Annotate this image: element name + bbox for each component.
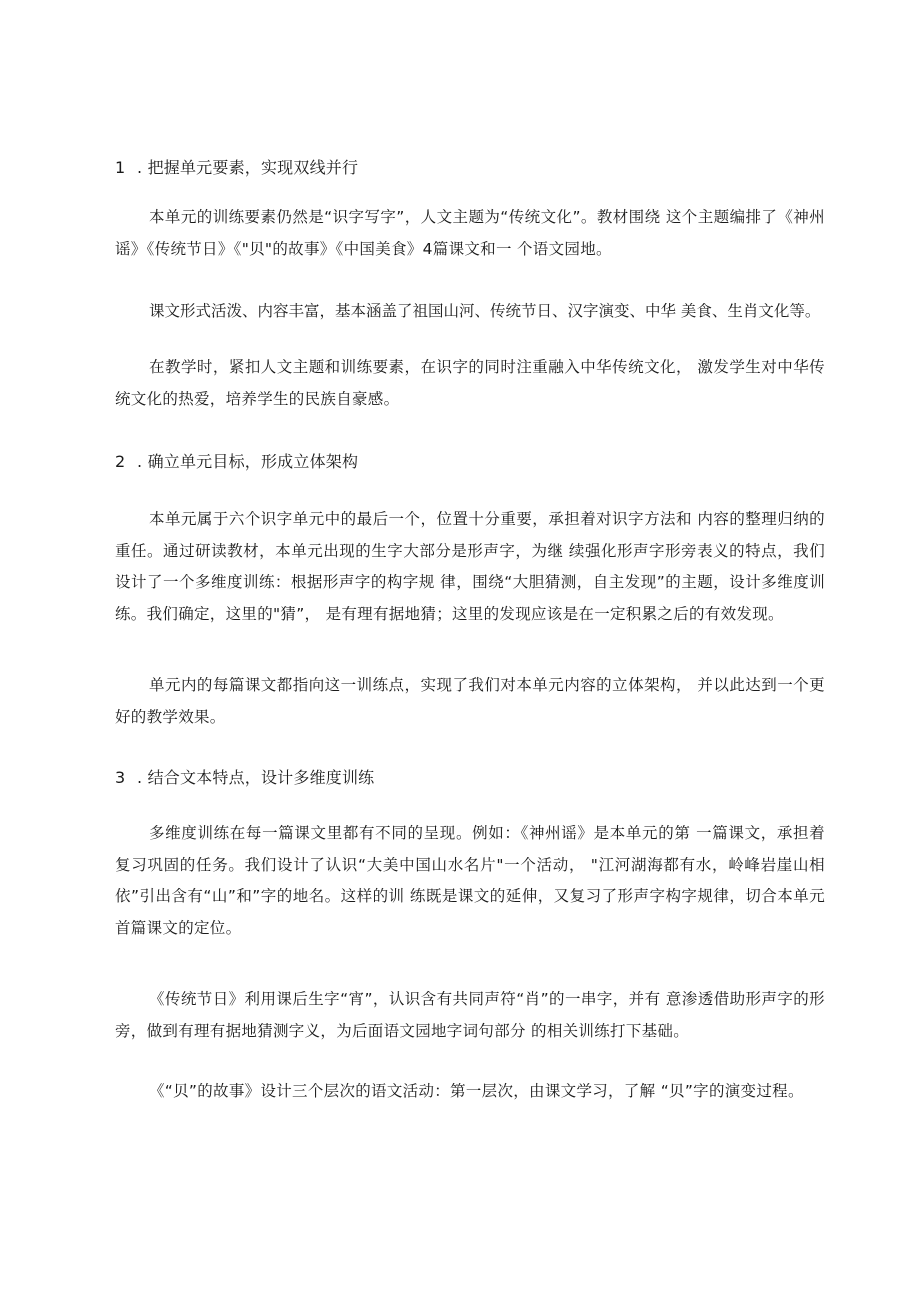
section-2-number: 2: [115, 452, 126, 471]
section-1-paragraph-2: 课文形式活泼、内容丰富，基本涵盖了祖国山河、传统节日、汉字演变、中华 美食、生肖文化等。: [149, 302, 821, 320]
section-1-title: . 把握单元要素，实现双线并行: [137, 158, 359, 177]
section-3-paragraph-3: 《“贝”的故事》设计三个层次的语文活动：第一层次，由课文学习，了解 “贝”字的演变过程。: [149, 1082, 804, 1100]
section-3-paragraph-2: 《传统节日》利用课后生字“宵”，认识含有共同声符“肖”的一串字，并有 意渗透借助形声字的形旁，做到有理有据地猜测字义，为后面语文园地字词句部分 的相关训练打下基础。: [115, 990, 825, 1040]
section-3-heading: [115, 764, 825, 792]
section-1-paragraph-1: 本单元的训练要素仍然是“识字写字”，人文主题为“传统文化”。教材围绕 这个主题编排了《神州谣》《传统节日》《"贝"的故事》《中国美食》4篇课文和一 个语文园地。: [115, 208, 825, 258]
section-3-number: 3: [115, 768, 126, 787]
section-2-paragraph-2: 单元内的每篇课文都指向这一训练点，实现了我们对本单元内容的立体架构， 并以此达到一个更好的教学效果。: [115, 676, 825, 726]
section-1-heading: [115, 154, 825, 182]
section-2-heading: [115, 448, 825, 476]
section-1-number: 1: [115, 158, 126, 177]
section-2-title: . 确立单元目标，形成立体架构: [137, 452, 359, 471]
section-3-paragraph-1: 多维度训练在每一篇课文里都有不同的呈现。例如：《神州谣》是本单元的第 一篇课文，承担着复习巩固的任务。我们设计了认识“大美中国山水名片"一个活动， "江河湖海都有水，岭峰岩崖山相依”引出含有“山”和”字的地名。这样的训 练既是课文的延伸，又复习了形声字构字规律，切合本单元首篇课文的定位。: [115, 824, 825, 937]
section-1-paragraph-3: 在教学时，紧扣人文主题和训练要素，在识字的同时注重融入中华传统文化， 激发学生对中华传统文化的热爱，培养学生的民族自豪感。: [115, 358, 825, 408]
section-2-paragraph-1: 本单元属于六个识字单元中的最后一个，位置十分重要，承担着对识字方法和 内容的整理归纳的重任。通过研读教材，本单元出现的生字大部分是形声字，为继 续强化形声字形旁表义的特点，我们设计了一个多维度训练：根据形声字的构字规 律，围绕“大胆猜测，自主发现”的主题，设计多维度训练。我们确定，这里的"猜”， 是有理有据地猜；这里的发现应该是在一定积累之后的有效发现。: [115, 510, 825, 623]
section-3-title: . 结合文本特点，设计多维度训练: [137, 768, 375, 787]
